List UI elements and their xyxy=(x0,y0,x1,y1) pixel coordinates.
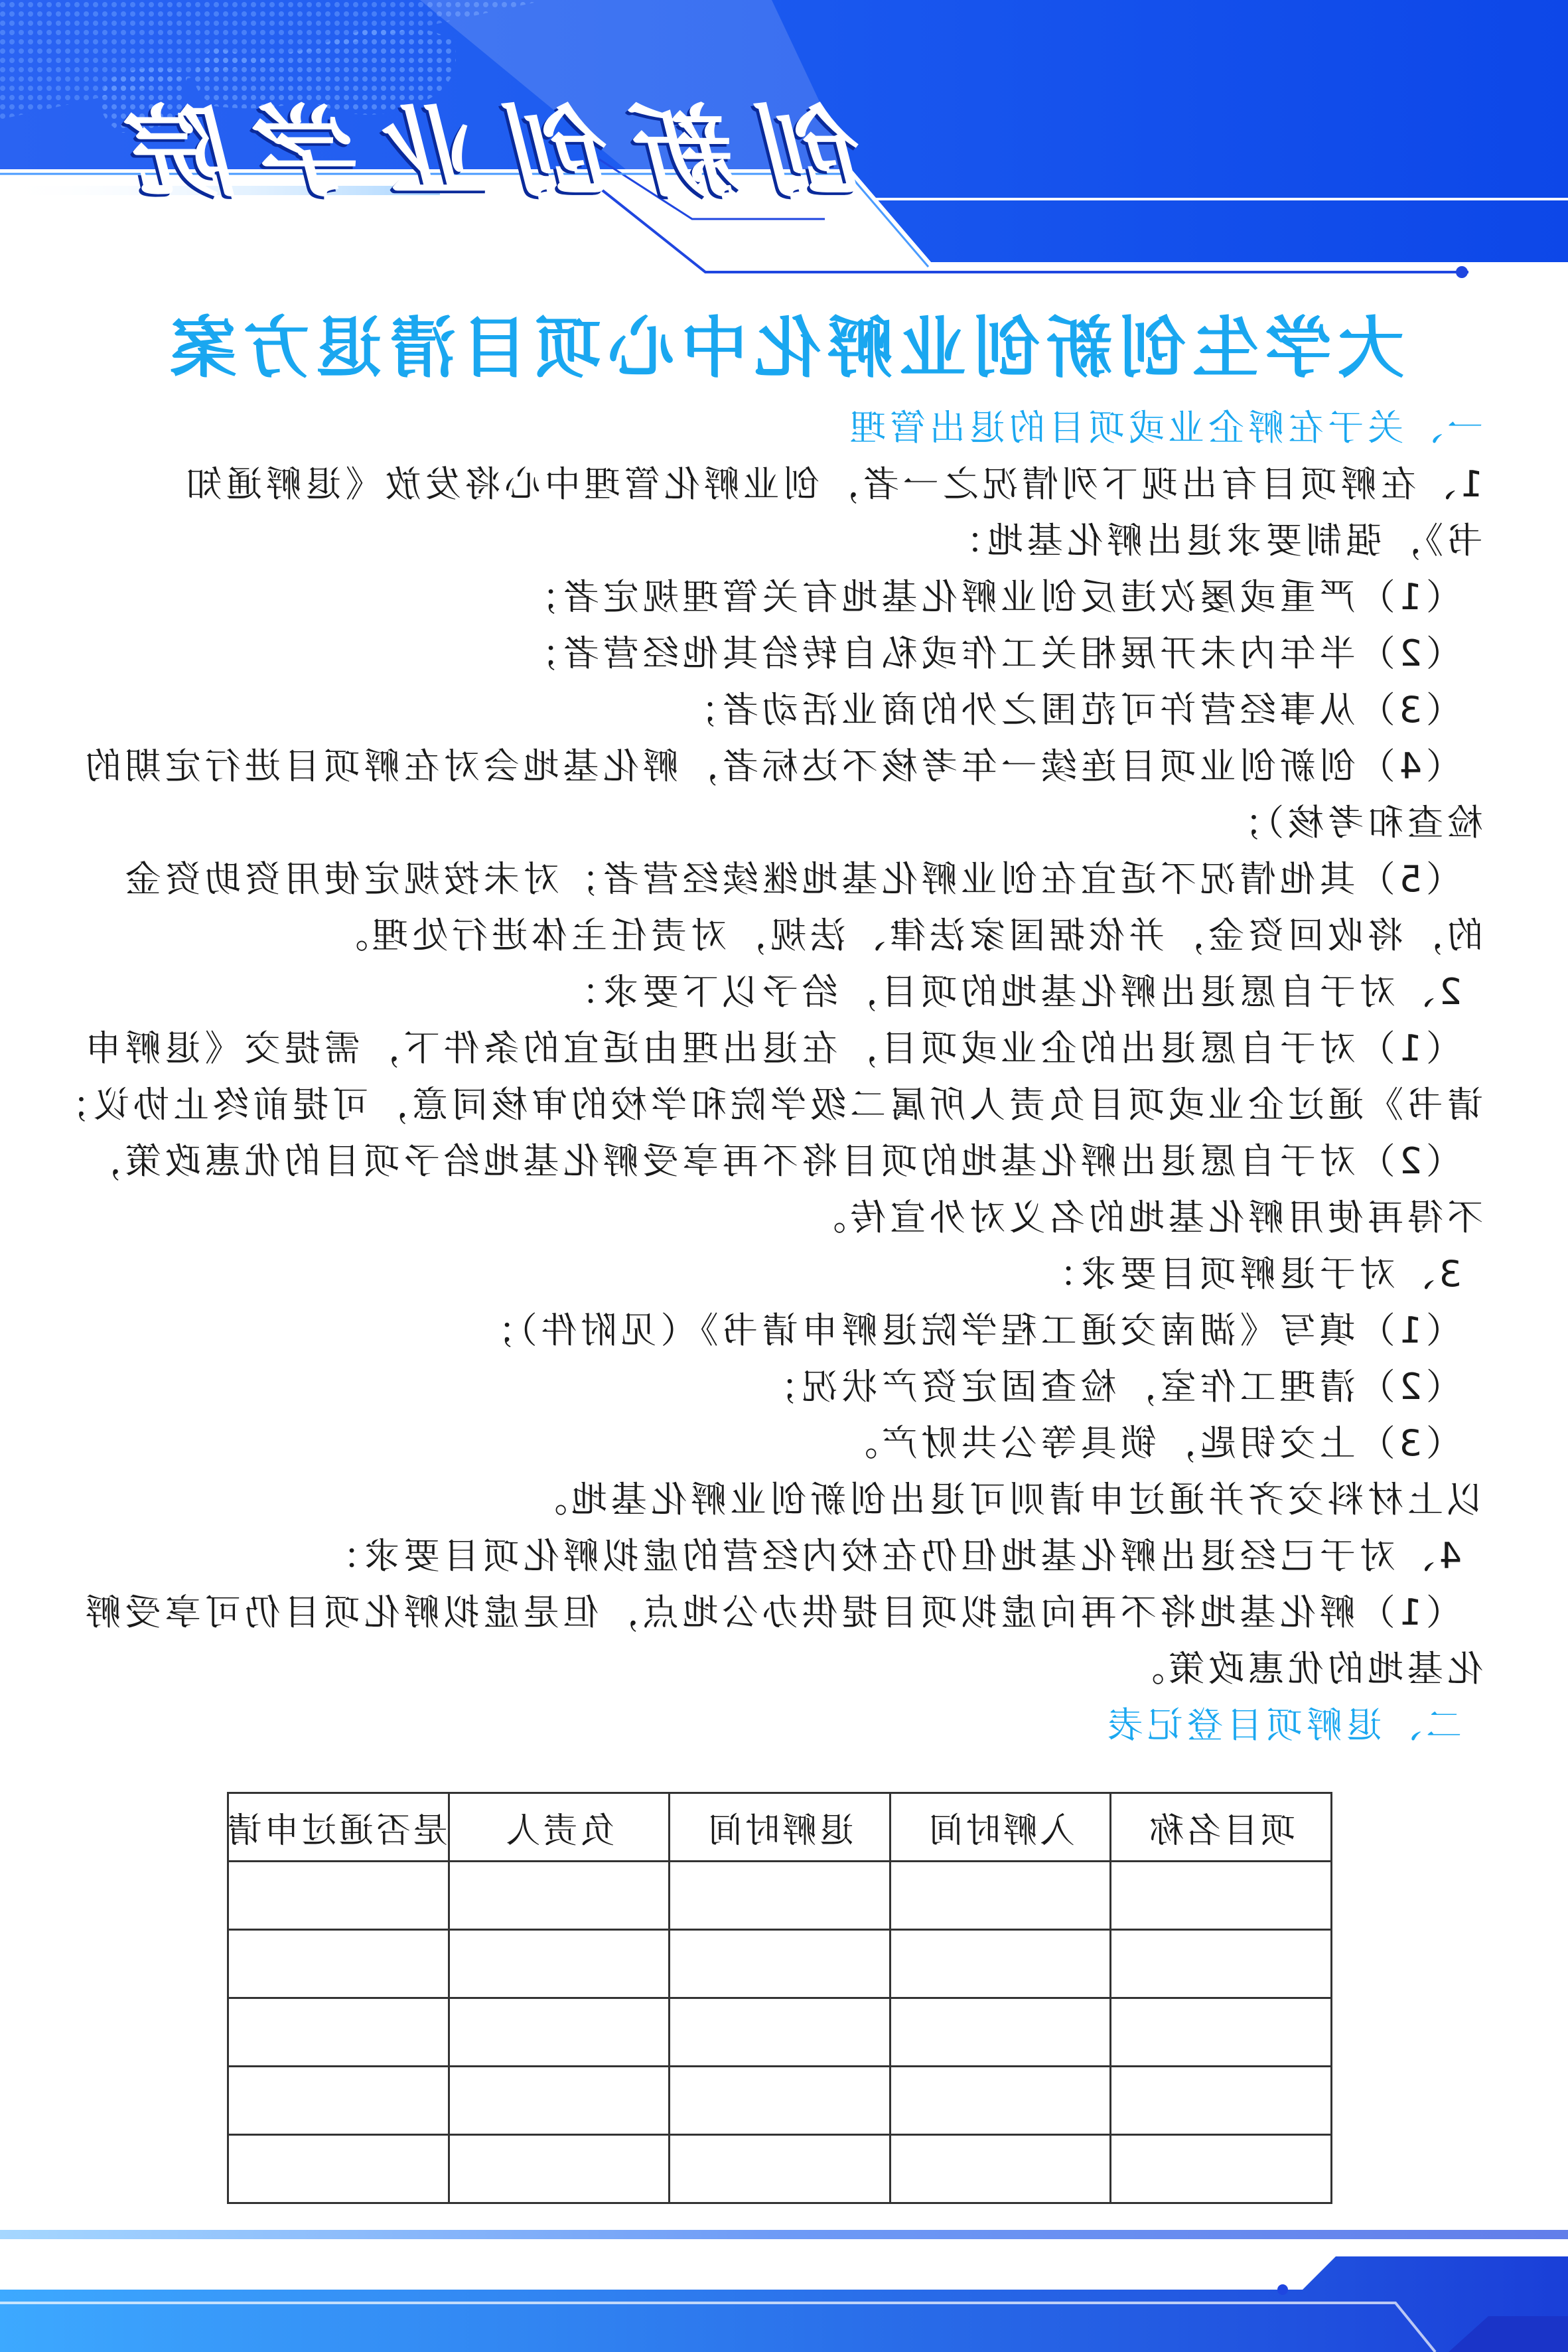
table-cell xyxy=(670,2067,891,2135)
table-cell xyxy=(228,2135,449,2203)
exit-registration-table xyxy=(224,1792,1332,2204)
body-line: （2）对于自愿退出孵化基地的项目将不再享受孵化基地给予项目的优惠政策， xyxy=(81,1140,1462,1182)
table-cell xyxy=(449,1998,670,2067)
body-line: （3）上交钥匙，锁具等公共财产。 xyxy=(837,1422,1462,1464)
table-cell xyxy=(890,1862,1111,1930)
body-line: 以上材料交齐并通过申请则可退出创新创业孵化基地。 xyxy=(528,1479,1483,1520)
table-row xyxy=(228,2067,1332,2135)
table-row xyxy=(228,1998,1332,2067)
table-cell xyxy=(228,1862,449,1930)
body-line: 化基地的优惠政策。 xyxy=(1125,1648,1483,1690)
table-row xyxy=(228,2135,1332,2203)
body-line: 2、对于自愿退出孵化基地的项目，给予以下要求： xyxy=(559,971,1462,1013)
table-row xyxy=(228,1862,1332,1930)
table-cell xyxy=(449,2067,670,2135)
body-line: （1）填写《湖南交通工程学院退孵申请书》（见附件）； xyxy=(475,1309,1462,1351)
table-cell xyxy=(670,1862,891,1930)
table-cell xyxy=(1111,1998,1332,2067)
table-cell xyxy=(1111,2135,1332,2203)
body-line: （2）清理工作室，检查固定资产状况； xyxy=(758,1366,1462,1408)
document-title: 大学生创新创业孵化中心项目清退方案 xyxy=(163,309,1405,387)
table-cell xyxy=(890,1998,1111,2067)
header-brand-title: 创新创业学院 xyxy=(113,94,870,211)
table-cell xyxy=(449,2135,670,2203)
table-header-cell: 项目名称 xyxy=(1111,1793,1332,1862)
body-line: 书》，强制要求退出孵化基地： xyxy=(944,520,1483,561)
table-row xyxy=(228,1930,1332,1998)
table-cell xyxy=(449,1862,670,1930)
body-line: （1）孵化基地将不再向虚拟项目提供办公地点，但是虚拟孵化项目仍可享受孵 xyxy=(81,1591,1462,1633)
section-heading-2: 二、退孵项目登记表 xyxy=(1104,1704,1462,1746)
body-line: 3、对于退孵项目要求： xyxy=(1036,1253,1462,1295)
footer-banner xyxy=(0,2210,1568,2352)
table-cell xyxy=(890,2135,1111,2203)
table-cell xyxy=(228,2067,449,2135)
table-header-cell: 退孵时间 xyxy=(670,1793,891,1862)
table-header-cell: 是否通过申请 xyxy=(228,1793,449,1862)
table-header-row xyxy=(228,1793,1332,1862)
section-heading-1: 一、关于在孵企业或项目的退出管理 xyxy=(846,407,1483,449)
body-line: （5）其他情况不适宜在创业孵化基地继续经营者；对未按规定使用资助资金 xyxy=(121,858,1462,900)
table-cell xyxy=(1111,1862,1332,1930)
body-line: 4、对于已经退出孵化基地但仍在校内经营的虚拟孵化项目要求： xyxy=(320,1535,1462,1577)
body-line: 检查和考核）； xyxy=(1222,802,1483,844)
table-cell xyxy=(228,1930,449,1998)
body-line: 请书》通过企业或项目负责人所属二级学院和学校的审核同意，可提前终止协议； xyxy=(50,1084,1483,1126)
table-cell xyxy=(670,1930,891,1998)
body-line: 1、在孵项目有出现下列情况之一者，创业孵化管理中心将发放《退孵通知 xyxy=(182,463,1483,505)
body-line: （1）对于自愿退出的企业或项目，在退出理由适宜的条件下，需提交《退孵申 xyxy=(81,1027,1462,1069)
body-line: （2）半年内未开展相关工作或私自转给其他经营者； xyxy=(519,632,1462,674)
body-line: （4）创新创业项目连续一年考核不达标者，孵化基地会对在孵项目进行定期的 xyxy=(81,745,1462,787)
body-line: （3）从事经营许可范围之外的商业活动者； xyxy=(678,689,1462,731)
body-line: 的，将收回资金，并依据国家法律、法规，对责任主体进行处理。 xyxy=(328,915,1483,956)
body-line: 不得再使用孵化基地的名义对外宣传。 xyxy=(806,1197,1483,1238)
table-cell xyxy=(670,2135,891,2203)
table-cell xyxy=(228,1998,449,2067)
table-header-cell: 负责人 xyxy=(449,1793,670,1862)
table-header-cell: 入孵时间 xyxy=(890,1793,1111,1862)
table-cell xyxy=(1111,1930,1332,1998)
table-cell xyxy=(670,1998,891,2067)
body-line: （1）严重或屡次违反创业孵化基地有关管理规定者； xyxy=(519,576,1462,618)
table-cell xyxy=(1111,2067,1332,2135)
table-cell xyxy=(890,1930,1111,1998)
table-cell xyxy=(449,1930,670,1998)
table-cell xyxy=(890,2067,1111,2135)
